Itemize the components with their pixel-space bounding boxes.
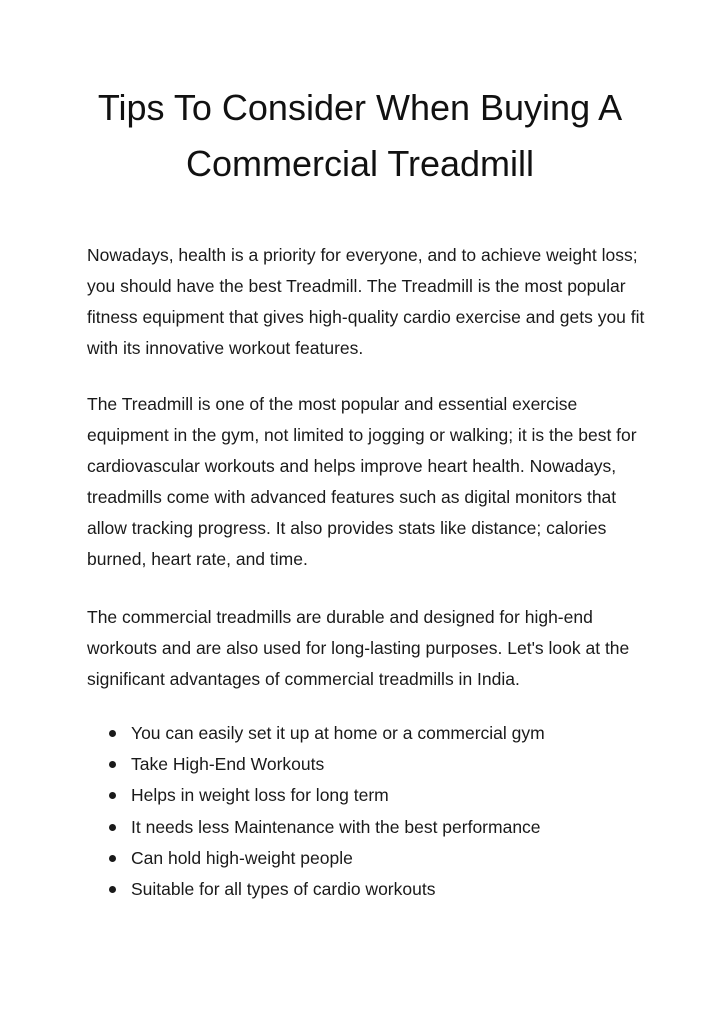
list-item-text: Take High-End Workouts [131,754,325,775]
list-item-text: You can easily set it up at home or a commercial gym [131,723,545,743]
paragraph-commercial-treadmills: The commercial treadmills are durable and designed for high-end workouts and are also used for long-lasting purposes. Let's look at the significant advantages of commercial treadmills in India. [87,607,630,689]
bullet-icon [109,886,116,893]
bullet-icon [109,761,116,768]
title-line-1: Tips To Consider When Buying A [97,87,623,128]
list-item [87,812,667,843]
bullet-icon [109,792,116,799]
paragraph-treadmill-features: The Treadmill is one of the most popular and essential exercise equipment in the gym, not limited to jogging or walking; it is the best for cardiovascular workouts and helps improve heart health. Nowadays, treadmills come with advanced features such as digital monitors that allow tracking progress. It also provides stats like distance; calories burned, heart rate, and time. [87,394,637,569]
list-item-text: Suitable for all types of cardio workouts [131,879,436,900]
paragraph-intro: Nowadays, health is a priority for everyone, and to achieve weight loss; you should have the best Treadmill. The Treadmill is the most popular fitness equipment that gives high-quality cardio exercise and gets you fit with its innovative workout features. [87,245,645,358]
list-item [87,749,667,780]
bullet-icon [109,855,116,862]
document-title [60,80,660,192]
bullet-icon [109,824,116,831]
list-item-text: Helps in weight loss for long term [131,785,389,806]
list-item [87,874,667,905]
list-item-text: Can hold high-weight people [131,847,353,868]
list-item-text: It needs less Maintenance with the best performance [131,816,541,837]
list-item [87,780,667,811]
advantages-list [87,718,667,905]
list-item [87,843,667,874]
title-line-2: Commercial Treadmill [185,143,535,184]
bullet-icon [109,730,116,737]
list-item [87,718,667,749]
